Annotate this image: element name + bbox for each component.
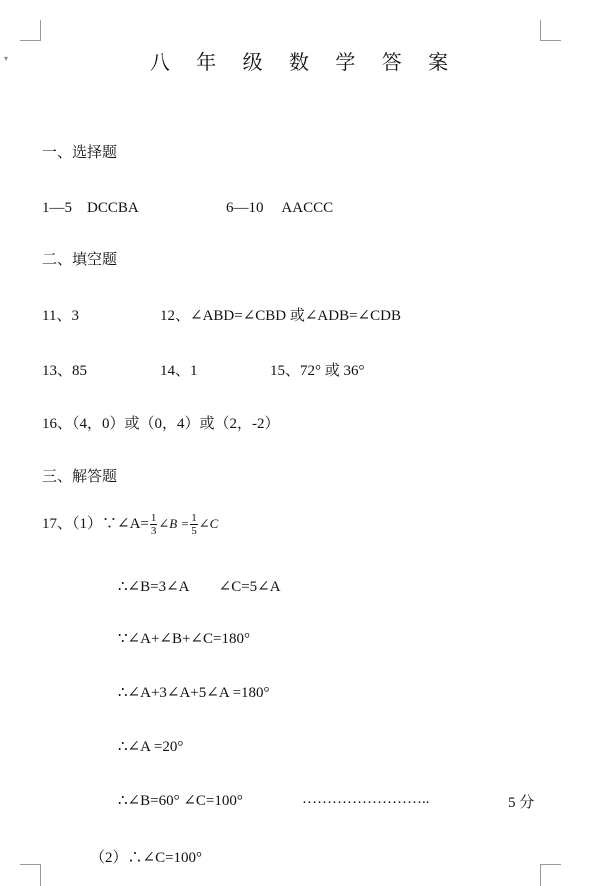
score-label: 5 分 [508,795,535,811]
answer-12: 12、∠ABD=∠CBD 或∠ADB=∠CDB [160,308,401,324]
q17-end: ∠C [198,516,219,531]
dot-leader: …………………….. [302,791,430,807]
q17-part-2: （2）∴∠C=100° [90,850,203,866]
q17-line-1 [42,512,218,537]
corner-mark-bottom-left [20,864,41,886]
fraction-denominator: 3 [150,525,157,538]
mc-answers-1-5: 1—5 DCCBA [42,200,139,216]
fraction-numerator: 1 [150,512,157,525]
q17-line-6: ∴∠B=60° ∠C=100° [118,793,243,809]
q17-prefix: 17、（1）∵∠A= [42,516,149,532]
answer-15: 15、72° 或 36° [270,363,365,379]
fraction-one-third [150,512,158,537]
q17-mid: ∠B = [158,516,190,531]
answer-11: 11、3 [42,308,79,324]
section-heading-2: 二、填空题 [42,250,118,268]
q17-line-3: ∵∠A+∠B+∠C=180° [118,631,250,647]
page-title: 八 年 级 数 学 答 案 [149,50,459,74]
q17-line-4: ∴∠A+3∠A+5∠A =180° [118,685,270,701]
corner-mark-top-left [20,20,41,41]
fraction-denominator: 5 [191,525,197,538]
corner-mark-bottom-right [540,864,561,886]
q17-line-5: ∴∠A =20° [118,739,184,755]
answer-14: 14、1 [160,363,198,379]
mc-answers-6-10: 6—10 AACCC [226,200,334,216]
section-heading-1: 一、选择题 [42,143,118,161]
answer-16: 16、（4，0）或（0，4）或（2，-2） [42,416,280,432]
fraction-numerator: 1 [191,512,197,525]
section-heading-3: 三、解答题 [42,467,118,485]
answer-13: 13、85 [42,363,88,379]
fraction-one-fifth [190,512,198,537]
q17-line-2: ∴∠B=3∠A ∠C=5∠A [118,579,281,595]
margin-arrow-icon: ▾ [4,54,9,63]
corner-mark-top-right [540,20,561,41]
